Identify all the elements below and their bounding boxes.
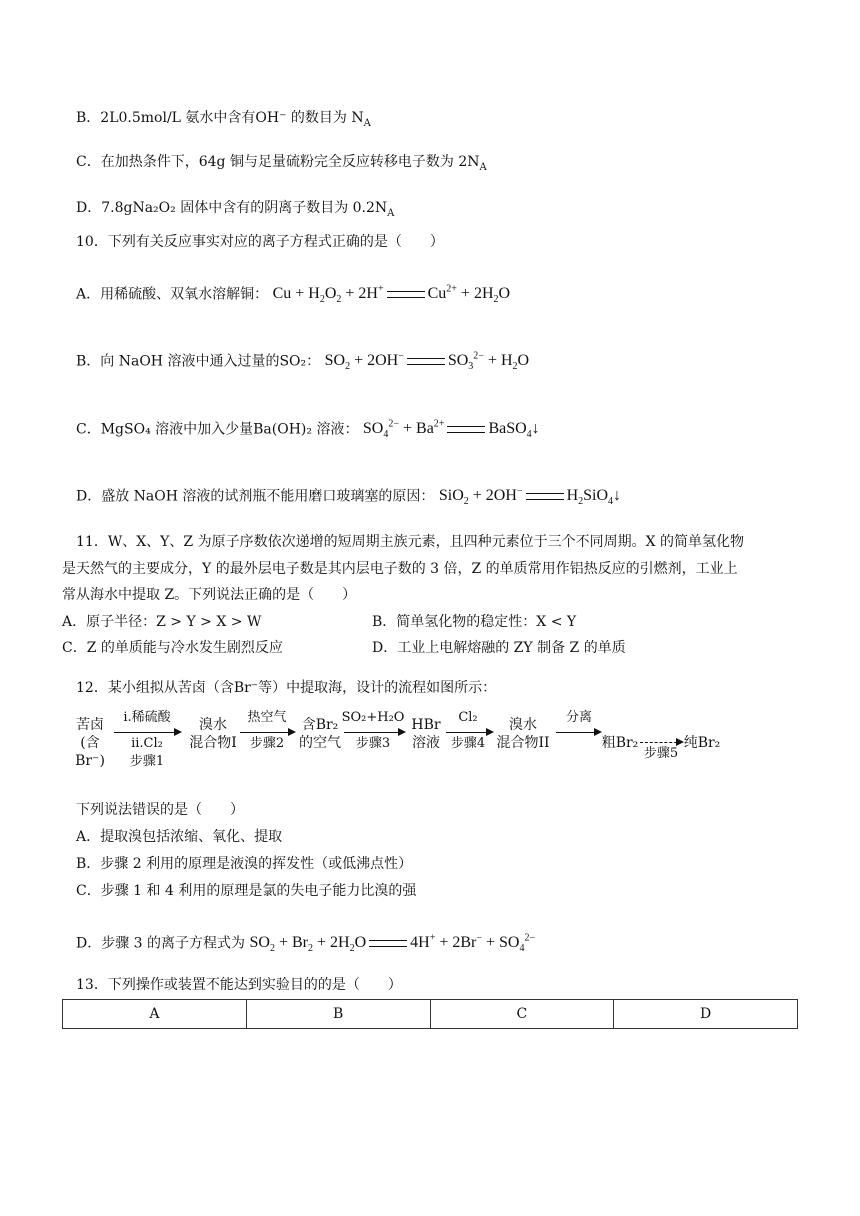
q10-option-a-text: A．用稀硫酸、双氧水溶解铜： [76, 286, 269, 303]
flow-arrow2-top: 热空气 [247, 710, 287, 725]
flow-node-bromine-water-2 [492, 716, 554, 752]
bromine-extraction-flowchart [68, 708, 728, 790]
q13-col-a: A [63, 1000, 247, 1029]
q13-col-b: B [246, 1000, 430, 1029]
flow-arrow-2 [240, 732, 294, 733]
q12-option-d [76, 929, 535, 960]
flow-node-br2-air [296, 716, 344, 752]
q12-option-a: A．提取溴包括浓缩、氧化、提取 [76, 829, 283, 845]
q10-option-b-text: B．向 NaOH 溶液中通入过量的SO₂： [76, 353, 321, 370]
q9-option-c: C．在加热条件下，64g 铜与足量硫粉完全反应转移电子数为 $2N_A$ [76, 154, 487, 173]
q9-option-d: D．7.8gNa₂O₂ 固体中含有的阴离子数目为 $0.2N_A$ [76, 200, 395, 219]
flow-node-brine-label: 苦卤 [76, 717, 104, 733]
q13-col-d: D [614, 1000, 798, 1029]
q11-options-row1 [62, 612, 802, 632]
q10-option-c [76, 415, 540, 446]
q9-option-d-text: D．7.8gNa₂O₂ 固体中含有的阴离子数目为 0.2N [76, 200, 388, 216]
q12-option-d-text: D．步骤 3 的离子方程式为 [76, 935, 246, 952]
q10-option-b [76, 347, 529, 378]
q12-stem: 12．某小组拟从苦卤（含Br⁻等）中提取海，设计的流程如图所示： [76, 680, 497, 696]
flow-node-bromine-water-2-b: 混合物II [496, 735, 550, 751]
flow-node-brine [68, 716, 112, 770]
flow-node-hbr-a: HBr [411, 717, 441, 733]
flow-arrow2-step: 步骤2 [249, 736, 285, 751]
q11-stem-line2: 是天然气的主要成分，Y 的最外层电子数是其内层电子数的 3 倍，Z 的单质常用作铝热反应的引燃剂，工业上 [62, 561, 738, 577]
q13-stem: 13．下列操作或装置不能达到实验目的的是（ ） [76, 977, 402, 993]
flow-arrow1-step: 步骤1 [129, 754, 165, 769]
q11-stem-line1: 11．W、X、Y、Z 为原子序数依次递增的短周期主族元素，且四种元素位于三个不同周期。X 的简单氢化物 [76, 534, 745, 550]
flow-arrow4-top: Cl₂ [458, 710, 478, 725]
flow-node-crude-br2: 粗Br₂ [601, 735, 639, 751]
flow-arrow3-step: 步骤3 [355, 736, 391, 751]
q13-col-c: C [430, 1000, 614, 1029]
q11-option-b: B．简单氢化物的稳定性：X < Y [372, 614, 577, 630]
q13-options-table [62, 999, 798, 1029]
flow-node-brine-note: (含Br⁻) [75, 735, 105, 769]
flow-arrow4-step: 步骤4 [450, 736, 486, 751]
q11-options-row2 [62, 638, 802, 658]
flow-arrow1-top: i.稀硫酸 [123, 710, 171, 725]
q10-option-c-equation: $SO_4^{2-} + Ba^{2+}$ BaSO$_4$↓ [362, 419, 540, 441]
flow-arrow5-top: 分离 [565, 710, 592, 725]
q10-option-b-equation: $SO_2 + 2OH^-$ $SO_3^{2-} + H_2O$ [324, 351, 530, 373]
flow-node-hbr-b: 溶液 [412, 735, 440, 751]
table-row [63, 1000, 798, 1029]
q10-option-a-equation: $Cu + H_2O_2 + 2H^+$ $Cu^{2+} + 2H_2O$ [272, 284, 511, 306]
q10-option-d-equation: SiO$_2$ + 2OH− $H_2SiO_4↓$ [438, 486, 622, 508]
flow-arrow-6 [640, 742, 682, 743]
q12-option-b: B．步骤 2 利用的原理是液溴的挥发性（或低沸点性） [76, 856, 413, 872]
q10-option-c-text: C．MgSO₄ 溶液中加入少量Ba(OH)₂ 溶液： [76, 421, 359, 438]
flow-node-br2-air-a: 含Br₂ [301, 717, 339, 733]
flow-arrow-4 [446, 732, 492, 733]
q12-option-d-equation: $SO_2 + Br_2 + 2H_2O$ $4H^+ + 2Br^- + SO_4^{2-}$ [249, 933, 536, 955]
q11-option-c: C．Z 的单质能与冷水发生剧烈反应 [62, 640, 283, 656]
q11-option-d: D．工业上电解熔融的 ZY 制备 Z 的单质 [372, 640, 626, 656]
flow-node-pure-br2: 纯Br₂ [683, 735, 721, 751]
flow-node-bromine-water-1-b: 混合物I [189, 735, 237, 751]
q10-option-d [76, 482, 621, 513]
flow-arrow6-step: 步骤5 [643, 746, 679, 761]
q12-ask: 下列说法错误的是（ ） [76, 802, 244, 818]
flow-node-bromine-water-2-a: 溴水 [509, 717, 537, 733]
q11-stem-line3: 常从海水中提取 Z。下列说法正确的是（ ） [62, 587, 357, 603]
flow-arrow-3 [344, 732, 404, 733]
flow-node-hbr [406, 716, 446, 752]
flow-node-br2-air-b: 的空气 [299, 735, 341, 751]
flow-arrow-5 [556, 732, 600, 733]
flow-node-bromine-water-1 [184, 716, 242, 752]
q9-option-c-text: C．在加热条件下，64g 铜与足量硫粉完全反应转移电子数为 2N [76, 154, 480, 170]
q12-option-c: C．步骤 1 和 4 利用的原理是氯的失电子能力比溴的强 [76, 883, 417, 899]
q10-option-d-text: D．盛放 NaOH 溶液的试剂瓶不能用磨口玻璃塞的原因： [76, 488, 435, 505]
flow-arrow3-top: SO₂+H₂O [341, 710, 405, 725]
q11-option-a: A．原子半径：Z > Y > X > W [62, 614, 262, 630]
q9-option-b: B．2L0.5mol/L 氨水中含有OH⁻ 的数目为 $N_A$ [76, 110, 371, 129]
q9-option-b-text: B．2L0.5mol/L 氨水中含有OH⁻ 的数目为 N [76, 110, 364, 126]
flow-arrow1-reagent: ii.Cl₂ [131, 736, 163, 751]
q10-stem: 10．下列有关反应事实对应的离子方程式正确的是（ ） [76, 234, 444, 250]
q10-option-a [76, 280, 510, 311]
flow-node-bromine-water-1-a: 溴水 [199, 717, 227, 733]
flow-arrow-1 [114, 732, 180, 733]
